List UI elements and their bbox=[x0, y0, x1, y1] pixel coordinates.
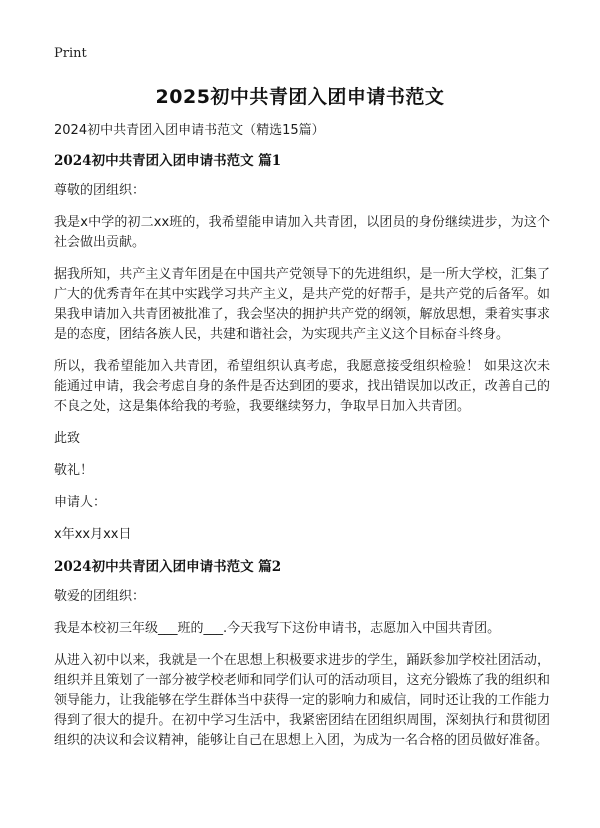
document-body bbox=[54, 121, 550, 763]
section-heading: 2024初中共青团入团申请书范文 篇1 bbox=[54, 153, 282, 169]
body-paragraph: 从进入初中以来，我就是一个在思想上积极要求进步的学生，踊跃参加学校社团活动，组织并且策划了一部分被学校老师和同学们认可的活动项目，这充分锻炼了我的组织和领导能力，让我能够在学生群体当中获得一定的影响力和威信，同时还让我的工作能力得到了很大的提升。在初中学习生活中，我紧密团结在团组织周围，深刻执行和贯彻团组织的决议和会议精神，能够让自己在思想上入团，为成为一名合格的团员做好准备。 bbox=[54, 653, 550, 748]
section-heading: 2024初中共青团入团申请书范文 篇2 bbox=[54, 559, 282, 575]
print-link[interactable]: Print bbox=[54, 46, 87, 61]
body-paragraph: 我是本校初三年级___班的___.今天我写下这份申请书，志愿加入中国共青团。 bbox=[54, 621, 501, 636]
salutation: 敬爱的团组织： bbox=[54, 589, 146, 604]
salutation: 尊敬的团组织： bbox=[54, 183, 146, 198]
document-title: 2025初中共青团入团申请书范文 bbox=[155, 86, 445, 108]
closing-line: 此致 bbox=[54, 431, 81, 446]
date-line: x年xx月xx日 bbox=[54, 527, 132, 542]
body-paragraph: 据我所知，共产主义青年团是在中国共产党领导下的先进组织，是一所大学校，汇集了广大的优秀青年在其中实践学习共产主义，是共产党的好帮手，是共产党的后备军。如果我申请加入共青团被批准了，我会坚决的拥护共产党的纲领，解放思想，秉着实事求是的态度，团结各族人民，共建和谐社会，为实现共产主义这个目标奋斗终身。 bbox=[54, 267, 550, 342]
closing-line: 敬礼！ bbox=[54, 463, 94, 478]
document-subtitle: 2024初中共青团入团申请书范文（精选15篇） bbox=[54, 123, 325, 138]
body-paragraph: 所以，我希望能加入共青团，希望组织认真考虑，我愿意接受组织检验！ 如果这次未能通过申请，我会考虑自身的条件是否达到团的要求，找出错误加以改正，改善自己的不良之处，这是集体给我的考验，我要继续努力，争取早日加入共青团。 bbox=[54, 359, 550, 414]
body-paragraph: 我是x中学的初二xx班的，我希望能申请加入共青团，以团员的身份继续进步，为这个社会做出贡献。 bbox=[54, 215, 550, 250]
signature-line: 申请人： bbox=[54, 495, 107, 510]
